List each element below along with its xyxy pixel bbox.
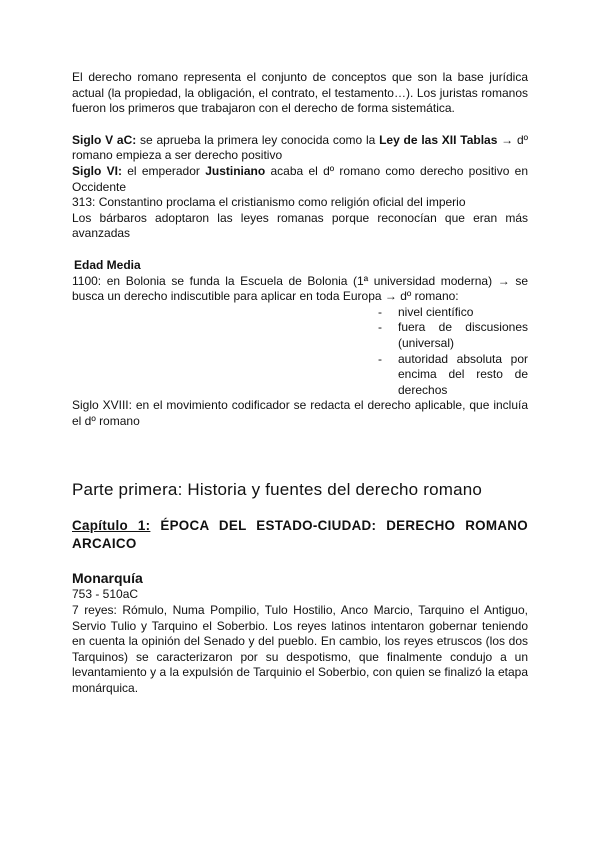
- intro-paragraph: El derecho romano representa el conjunto de conceptos que son la base jurídica actual (la propiedad, la obligación, el contrato, el testamento…). Los juristas romanos fueron los primeros que trabajaron con el derecho de forma sistemática.: [72, 70, 528, 116]
- siglo-vi-text-2: acaba el dº romano como derecho positivo en Occidente: [72, 163, 529, 194]
- siglo-xviii-paragraph: Siglo XVIII: en el movimiento codificador se redacta el derecho aplicable, que incluía el dº romano: [72, 398, 528, 428]
- siglo-v-text-1: se aprueba la primera ley conocida como la: [136, 132, 380, 147]
- ley-xii-tablas: Ley de las XII Tablas: [379, 132, 498, 147]
- spacer: [72, 553, 528, 569]
- line-313: 313: Constantino proclama el cristianismo como religión oficial del imperio: [72, 195, 466, 210]
- siglo-v-paragraph: [72, 133, 528, 164]
- spacer: [72, 117, 528, 133]
- list-item: [378, 305, 528, 321]
- bullet-list: [378, 305, 528, 399]
- chapter-label: Capítulo 1:: [72, 518, 151, 534]
- bullet-text: nivel científico: [398, 304, 474, 319]
- chapter-name: ÉPOCA DEL ESTADO-CIUDAD: DERECHO ROMANO ARCAICO: [72, 518, 528, 552]
- spacer: [72, 501, 528, 517]
- bullet-text: autoridad absoluta por encima del resto de derechos: [398, 351, 528, 397]
- list-item: [378, 352, 528, 399]
- siglo-v-label: Siglo V aC:: [72, 132, 137, 147]
- monarquia-paragraph: 7 reyes: Rómulo, Numa Pompilio, Tulo Hostilio, Anco Marcio, Tarquino el Antiguo, Servio Tulio y Tarquino el Soberbio. Los reyes latinos intentaron gobernar teniendo en cuenta la opinión del Senado y del pueblo. En cambio, los reyes etruscos (los dos Tarquinos) se caracterizaron por su despotismo, que finalmente condujo a un levantamiento y a la expulsión de Tarquinio el Soberbio, con quien se finalizó la etapa monárquica.: [72, 603, 528, 696]
- monarquia-dates: 753 - 510aC: [72, 587, 139, 602]
- barbaros-paragraph: Los bárbaros adoptaron las leyes romanas porque reconocían que eran más avanzadas: [72, 210, 528, 241]
- list-item: [378, 320, 528, 351]
- bullet-text: fuera de discusiones (universal): [398, 320, 528, 350]
- bullet-marker: -: [378, 351, 382, 366]
- justiniano: Justiniano: [205, 163, 266, 178]
- bullet-marker: -: [378, 304, 382, 319]
- siglo-v-text-2: → dº romano empieza a ser derecho positivo: [72, 132, 529, 163]
- part-title: Parte primera: Historia y fuentes del derecho romano: [72, 480, 483, 500]
- monarquia-heading: Monarquía: [72, 570, 143, 587]
- chapter-title: [72, 517, 528, 553]
- edad-media-heading: Edad Media: [74, 257, 141, 272]
- siglo-vi-label: Siglo VI:: [72, 163, 122, 178]
- siglo-vi-paragraph: [72, 164, 528, 195]
- text-1100: 1100: en Bolonia se funda la Escuela de Bolonia (1ª universidad moderna) → se busca un derecho indiscutible para aplicar en toda Europa → dº romano:: [72, 273, 528, 304]
- spacer: [72, 429, 528, 479]
- bullet-marker: -: [378, 320, 382, 335]
- spacer: [72, 242, 528, 258]
- document-page: [72, 70, 528, 697]
- siglo-vi-text-1: el emperador: [121, 163, 206, 178]
